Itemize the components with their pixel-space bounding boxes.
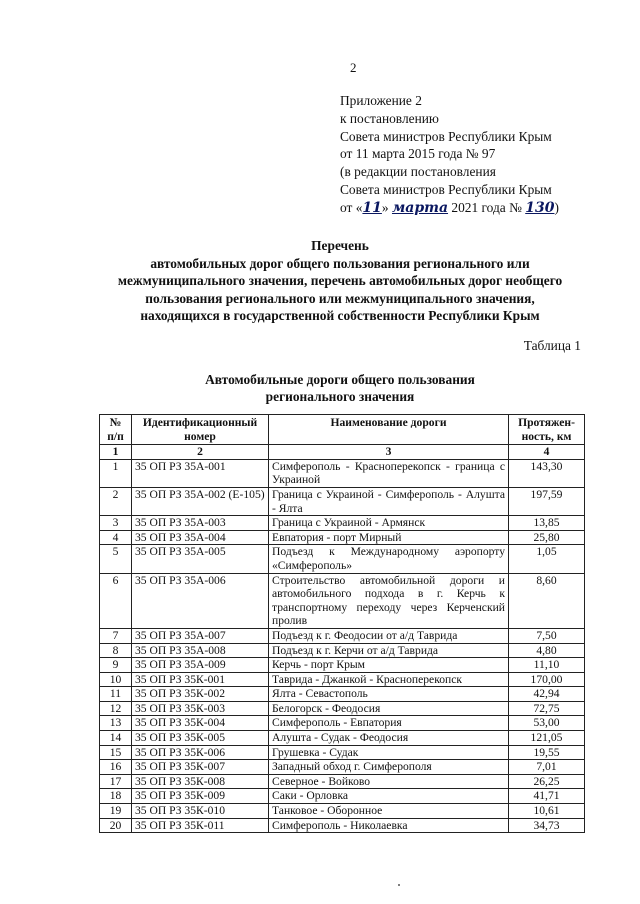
header-number: № п/п	[100, 415, 132, 445]
row-number: 9	[100, 658, 132, 673]
table-row	[100, 687, 585, 702]
title-line: автомобильных дорог общего пользования регионального или	[150, 255, 530, 271]
row-road-name: Танковое - Оборонное	[269, 804, 509, 819]
row-number: 14	[100, 731, 132, 746]
handwritten-number: 130	[525, 199, 555, 216]
table-row	[100, 731, 585, 746]
row-identifier: 35 ОП РЗ 35А-004	[132, 530, 269, 545]
row-number: 2	[100, 487, 132, 515]
header-road-name: Наименование дороги	[269, 415, 509, 445]
title-line: Перечень	[311, 238, 369, 253]
index-cell: 2	[132, 445, 269, 460]
row-identifier: 35 ОП РЗ 35К-008	[132, 774, 269, 789]
row-number: 7	[100, 628, 132, 643]
row-identifier: 35 ОП РЗ 35К-011	[132, 818, 269, 833]
index-cell: 1	[100, 445, 132, 460]
row-length: 4,80	[509, 643, 585, 658]
header-length: Протяжен- ность, км	[509, 415, 585, 445]
title-line: находящихся в государственной собственности Республики Крым	[140, 308, 540, 323]
row-identifier: 35 ОП РЗ 35К-009	[132, 789, 269, 804]
date-quote: »	[381, 199, 389, 215]
appendix-line: от 11 марта 2015 года № 97	[340, 146, 496, 162]
row-road-name: Симферополь - Красноперекопск - граница с Украиной	[269, 459, 509, 487]
appendix-line: Совета министров Республики Крым	[340, 181, 552, 197]
row-identifier: 35 ОП РЗ 35К-007	[132, 760, 269, 775]
scan-speck	[398, 884, 400, 886]
row-number: 8	[100, 643, 132, 658]
table-title-line: Автомобильные дороги общего пользования	[205, 372, 475, 387]
row-road-name: Строительство автомобильной дороги и автомобильного подхода в г. Керчь к транспортному переходу через Керченский пролив	[269, 573, 509, 628]
row-road-name: Грушевка - Судак	[269, 745, 509, 760]
table-header-row	[100, 415, 585, 445]
row-length: 197,59	[509, 487, 585, 515]
roads-table	[99, 414, 585, 833]
row-road-name: Подъезд к г. Керчи от а/д Таврида	[269, 643, 509, 658]
table-row	[100, 545, 585, 573]
document-title	[60, 237, 620, 325]
table-row	[100, 818, 585, 833]
table-index-row	[100, 445, 585, 460]
handwritten-day: 11	[362, 199, 382, 216]
title-line: межмуниципального значения, перечень автомобильных дорог необщего	[117, 273, 563, 288]
appendix-date-line	[340, 199, 630, 218]
index-cell: 4	[509, 445, 585, 460]
row-identifier: 35 ОП РЗ 35К-010	[132, 804, 269, 819]
date-suffix: )	[554, 199, 559, 215]
row-length: 41,71	[509, 789, 585, 804]
row-number: 3	[100, 516, 132, 531]
table-row	[100, 672, 585, 687]
table-row	[100, 658, 585, 673]
row-identifier: 35 ОП РЗ 35А-008	[132, 643, 269, 658]
row-number: 16	[100, 760, 132, 775]
row-identifier: 35 ОП РЗ 35А-007	[132, 628, 269, 643]
row-number: 20	[100, 818, 132, 833]
row-identifier: 35 ОП РЗ 35А-005	[132, 545, 269, 573]
index-cell: 3	[269, 445, 509, 460]
table-row	[100, 516, 585, 531]
row-identifier: 35 ОП РЗ 35А-003	[132, 516, 269, 531]
row-road-name: Северное - Войково	[269, 774, 509, 789]
row-road-name: Симферополь - Евпатория	[269, 716, 509, 731]
appendix-line: Приложение 2	[340, 93, 422, 108]
row-number: 17	[100, 774, 132, 789]
row-number: 15	[100, 745, 132, 760]
table-row	[100, 789, 585, 804]
row-road-name: Западный обход г. Симферополя	[269, 760, 509, 775]
row-identifier: 35 ОП РЗ 35К-004	[132, 716, 269, 731]
row-length: 11,10	[509, 658, 585, 673]
row-length: 53,00	[509, 716, 585, 731]
table-row	[100, 530, 585, 545]
table-row	[100, 745, 585, 760]
row-number: 1	[100, 459, 132, 487]
row-number: 5	[100, 545, 132, 573]
page-number: 2	[350, 60, 357, 75]
row-identifier: 35 ОП РЗ 35А-001	[132, 459, 269, 487]
row-identifier: 35 ОП РЗ 35К-006	[132, 745, 269, 760]
row-length: 10,61	[509, 804, 585, 819]
row-identifier: 35 ОП РЗ 35К-001	[132, 672, 269, 687]
row-length: 72,75	[509, 701, 585, 716]
row-identifier: 35 ОП РЗ 35К-005	[132, 731, 269, 746]
table-title-line: регионального значения	[265, 389, 415, 404]
header-identifier: Идентификационный номер	[132, 415, 269, 445]
row-road-name: Ялта - Севастополь	[269, 687, 509, 702]
row-identifier: 35 ОП РЗ 35К-002	[132, 687, 269, 702]
row-number: 6	[100, 573, 132, 628]
row-road-name: Подъезд к Международному аэропорту «Симферополь»	[269, 545, 509, 573]
appendix-line: Совета министров Республики Крым	[340, 128, 552, 144]
row-number: 18	[100, 789, 132, 804]
row-length: 34,73	[509, 818, 585, 833]
row-length: 25,80	[509, 530, 585, 545]
row-identifier: 35 ОП РЗ 35А-006	[132, 573, 269, 628]
row-identifier: 35 ОП РЗ 35К-003	[132, 701, 269, 716]
row-road-name: Граница с Украиной - Армянск	[269, 516, 509, 531]
row-identifier: 35 ОП РЗ 35А-009	[132, 658, 269, 673]
row-identifier: 35 ОП РЗ 35А-002 (Е-105)	[132, 487, 269, 515]
handwritten-month: марта	[391, 199, 449, 216]
row-number: 13	[100, 716, 132, 731]
row-number: 11	[100, 687, 132, 702]
table-row	[100, 760, 585, 775]
row-length: 13,85	[509, 516, 585, 531]
row-length: 7,50	[509, 628, 585, 643]
row-road-name: Керчь - порт Крым	[269, 658, 509, 673]
table-row	[100, 643, 585, 658]
table-row	[100, 804, 585, 819]
table-row	[100, 573, 585, 628]
row-length: 121,05	[509, 731, 585, 746]
row-length: 8,60	[509, 573, 585, 628]
table-label: Таблица 1	[523, 338, 581, 353]
row-length: 19,55	[509, 745, 585, 760]
table-title	[90, 371, 590, 405]
appendix-line: (в редакции постановления	[340, 164, 496, 180]
row-number: 10	[100, 672, 132, 687]
row-length: 1,05	[509, 545, 585, 573]
row-length: 42,94	[509, 687, 585, 702]
row-road-name: Алушта - Судак - Феодосия	[269, 731, 509, 746]
table-row	[100, 701, 585, 716]
row-road-name: Саки - Орловка	[269, 789, 509, 804]
row-road-name: Таврида - Джанкой - Красноперекопск	[269, 672, 509, 687]
table-row	[100, 459, 585, 487]
row-number: 19	[100, 804, 132, 819]
date-year: 2021 года №	[451, 199, 522, 215]
row-length: 170,00	[509, 672, 585, 687]
row-length: 7,01	[509, 760, 585, 775]
row-road-name: Граница с Украиной - Симферополь - Алушта - Ялта	[269, 487, 509, 515]
row-road-name: Симферополь - Николаевка	[269, 818, 509, 833]
row-road-name: Евпатория - порт Мирный	[269, 530, 509, 545]
row-number: 12	[100, 701, 132, 716]
row-road-name: Белогорск - Феодосия	[269, 701, 509, 716]
appendix-header	[340, 92, 630, 218]
row-road-name: Подъезд к г. Феодосии от а/д Таврида	[269, 628, 509, 643]
table-row	[100, 628, 585, 643]
row-number: 4	[100, 530, 132, 545]
title-line: пользования регионального или межмуниципального значения,	[145, 290, 535, 306]
table-row	[100, 487, 585, 515]
table-row	[100, 774, 585, 789]
table-row	[100, 716, 585, 731]
date-prefix: от «	[340, 199, 363, 215]
row-length: 26,25	[509, 774, 585, 789]
row-length: 143,30	[509, 459, 585, 487]
appendix-line: к постановлению	[340, 110, 439, 126]
